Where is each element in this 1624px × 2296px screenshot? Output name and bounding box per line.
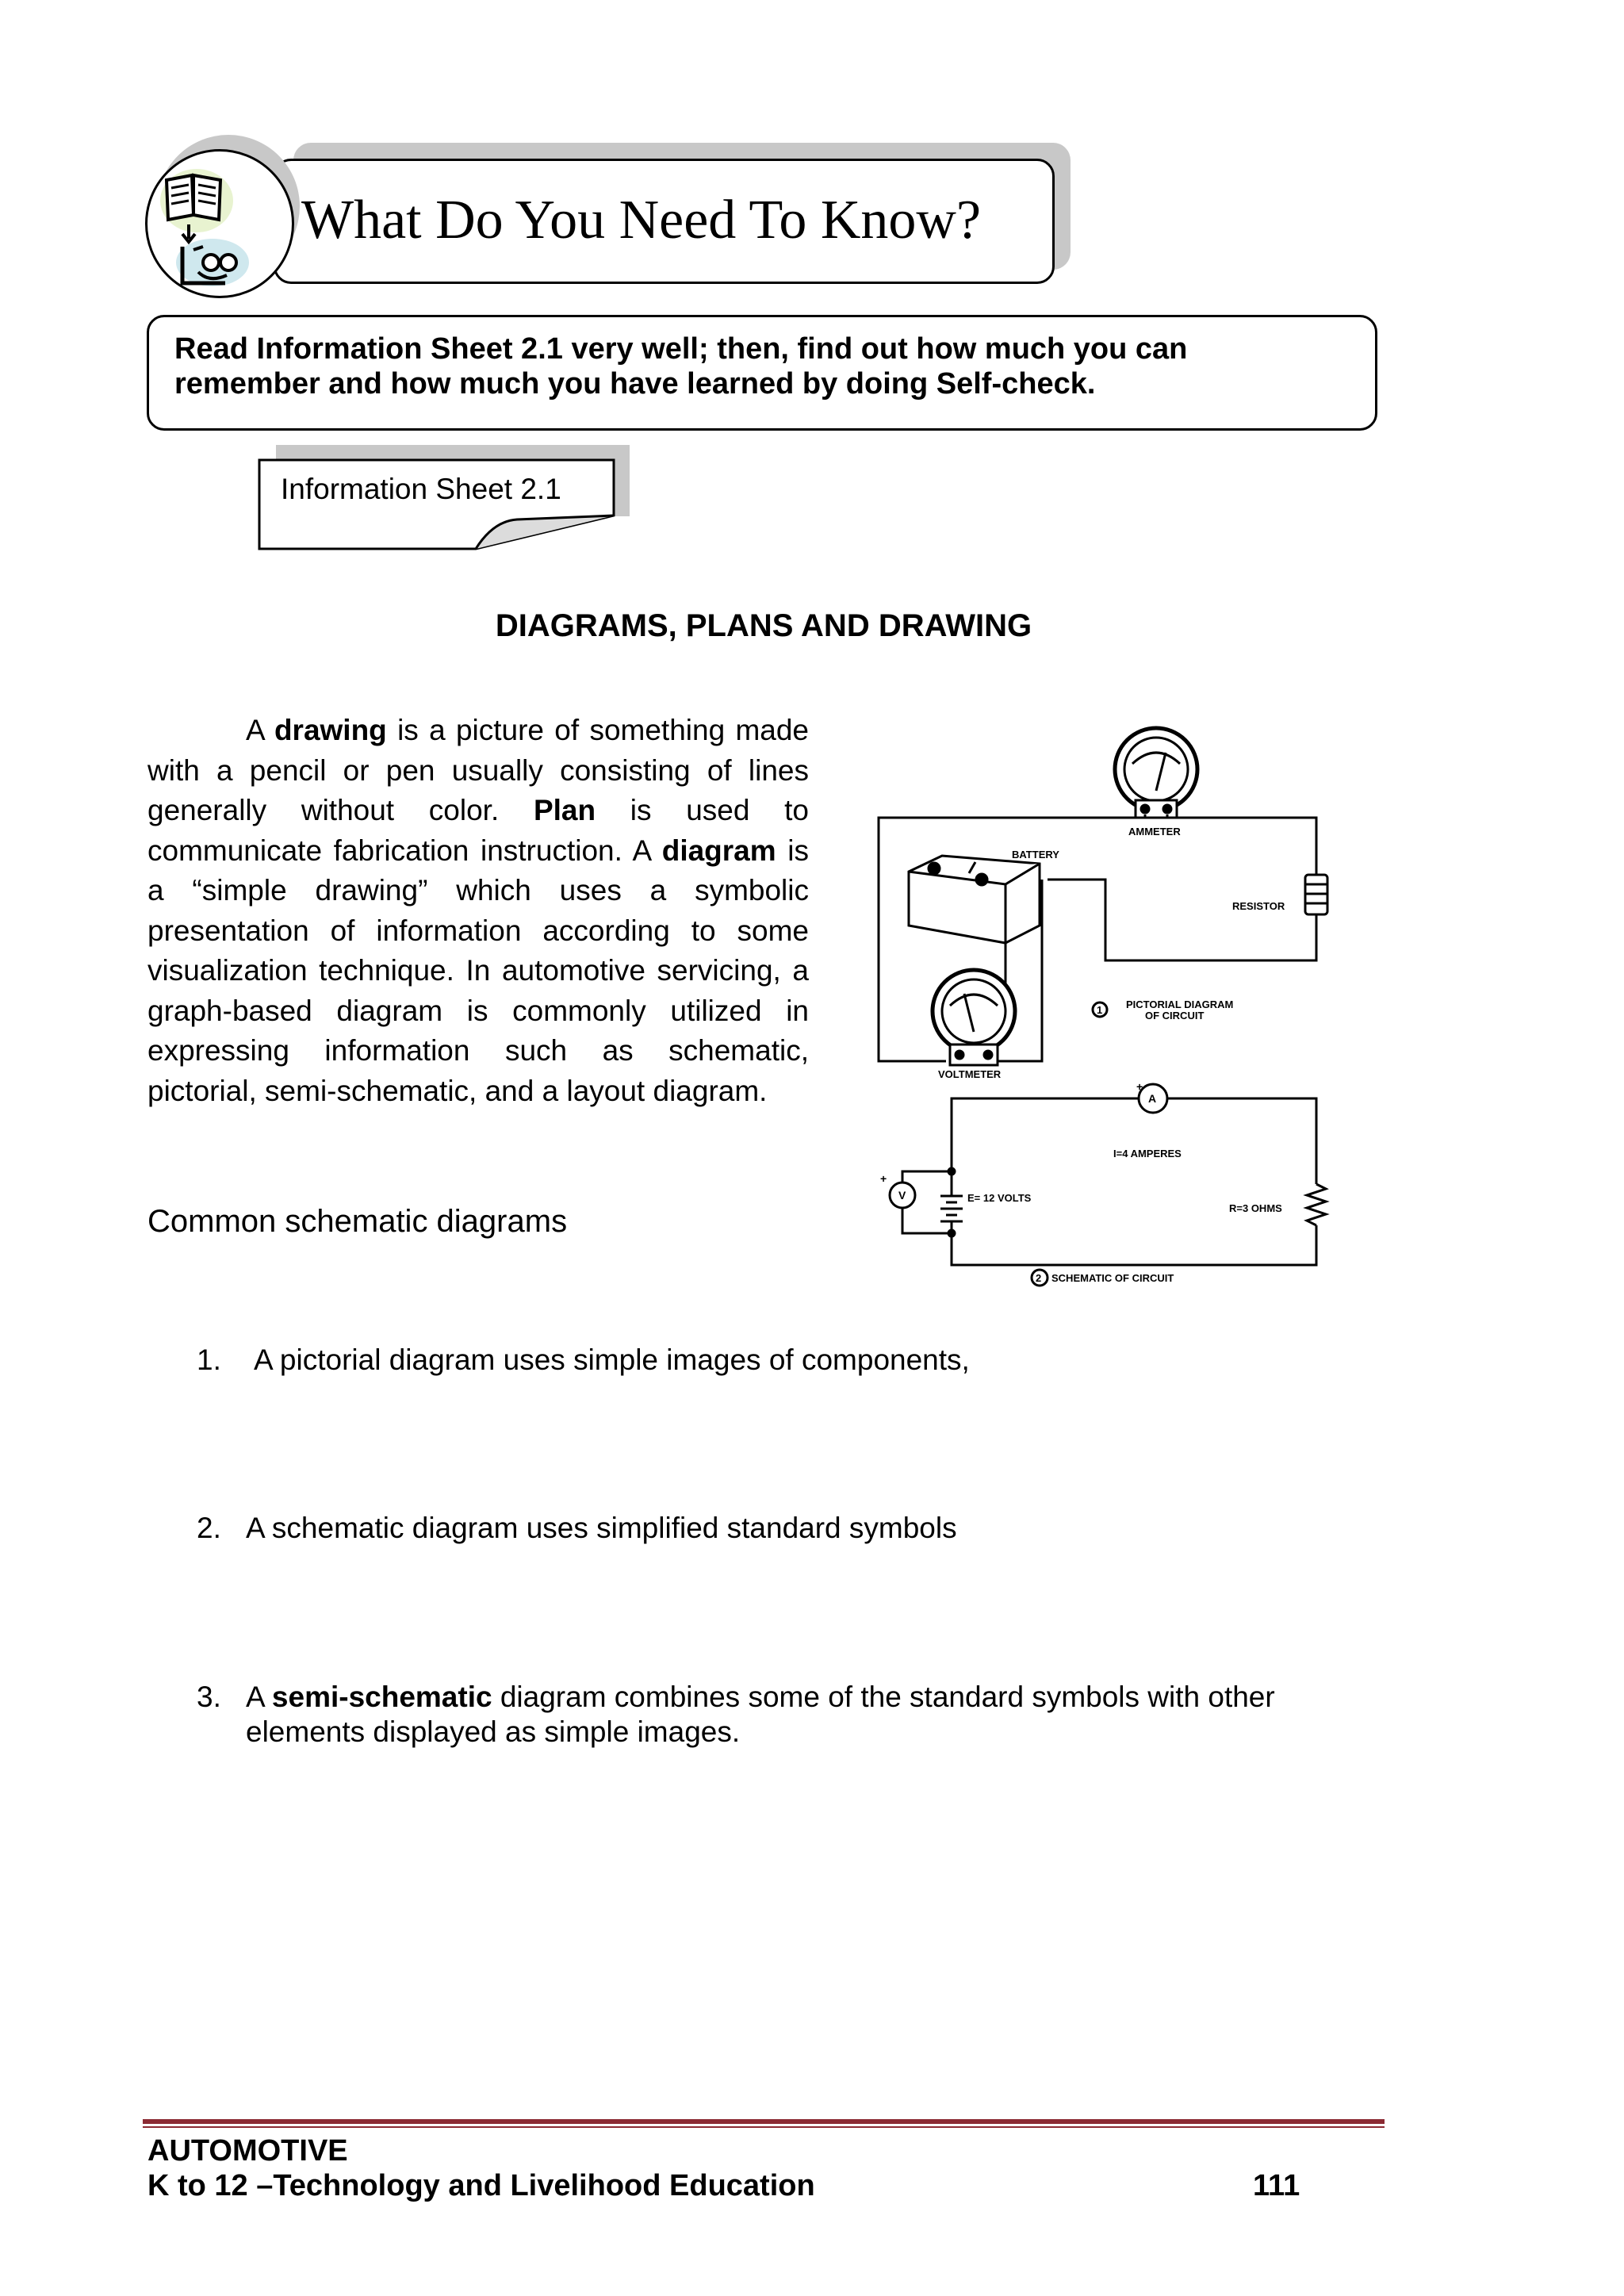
subheading: Common schematic diagrams [147,1204,568,1239]
ammeter-plus: + [1136,1080,1143,1093]
ammeter-icon [1115,728,1197,818]
ammeter-label: AMMETER [1128,826,1181,838]
resistor-label: RESISTOR [1232,900,1285,912]
ammeter-symbol-letter: A [1148,1092,1157,1105]
footer-course: K to 12 –Technology and Livelihood Education [147,2169,815,2202]
list-item [197,1680,1331,1750]
resistance-label: R=3 OHMS [1229,1202,1282,1214]
caption-1-number: 1 [1097,1004,1103,1016]
header-icon-frame [145,149,294,298]
list-number: 3. [197,1681,221,1713]
battery-label: BATTERY [1012,849,1059,861]
voltmeter-label: VOLTMETER [938,1068,1002,1080]
instruction-line-1: Read Information Sheet 2.1 very well; then, find out how much you can [174,332,1188,366]
voltage-label: E= 12 VOLTS [967,1192,1032,1204]
term-drawing: drawing [274,714,387,746]
resistor-symbol [1307,1184,1326,1225]
list-item [197,1511,1331,1546]
list-text: A pictorial diagram uses simple images of components, [254,1343,970,1376]
pictorial-caption-line-2: OF CIRCUIT [1145,1010,1205,1022]
battery-symbol [940,1134,963,1228]
voltmeter-plus: + [880,1172,887,1185]
definition-paragraph: A drawing is a picture of something made with a pencil or pen usually consisting of lines generally without color. Plan is used to communicate fabrication instruction. A diagram is a “simple drawing” which uses a symbolic presentation of information according to some visualization technique. In automotive servicing, a graph-based diagram is commonly utilized in expressing information such as schematic, pictorial, semi-schematic, and a layout diagram. [147,714,810,1107]
pictorial-caption-line-1: PICTORIAL DIAGRAM [1126,999,1234,1010]
schematic-caption: SCHEMATIC OF CIRCUIT [1051,1272,1174,1284]
voltmeter-symbol-letter: V [898,1189,906,1202]
info-sheet-tab [255,456,620,561]
info-sheet-label: Information Sheet 2.1 [281,473,561,505]
book-reader-icon [147,151,292,296]
instruction-line-2: remember and how much you have learned by doing Self-check. [174,367,1096,401]
section-heading: DIAGRAMS, PLANS AND DRAWING [495,608,1032,643]
list-number: 2. [197,1512,221,1544]
term-diagram: diagram [661,834,776,867]
current-label: I=4 AMPERES [1113,1148,1182,1159]
instruction-box [147,315,1377,431]
schematic-circuit-diagram [890,1084,1326,1286]
term-plan: Plan [533,794,596,826]
list-text: A schematic diagram uses simplified standard symbols [246,1512,957,1544]
list-item [197,1343,1331,1378]
list-text: A semi-schematic diagram combines some of the standard symbols with other elements displayed as simple images. [246,1681,1275,1748]
voltmeter-icon [933,970,1015,1065]
page-number: 111 [1253,2169,1300,2202]
resistor-icon [1305,875,1327,914]
page-title: What Do You Need To Know? [301,190,982,251]
circuit-diagrams-figure [871,718,1346,1297]
footer-rule-thin [143,2126,1385,2128]
pictorial-circuit-diagram [879,728,1327,1065]
battery-icon [909,856,1040,943]
footer-subject: AUTOMOTIVE [147,2134,348,2168]
term-semi-schematic: semi-schematic [271,1681,492,1713]
schematic-labels [880,1080,1282,1284]
list-number: 1. [197,1343,221,1376]
caption-2-number: 2 [1036,1272,1042,1284]
footer-rule [143,2119,1385,2124]
